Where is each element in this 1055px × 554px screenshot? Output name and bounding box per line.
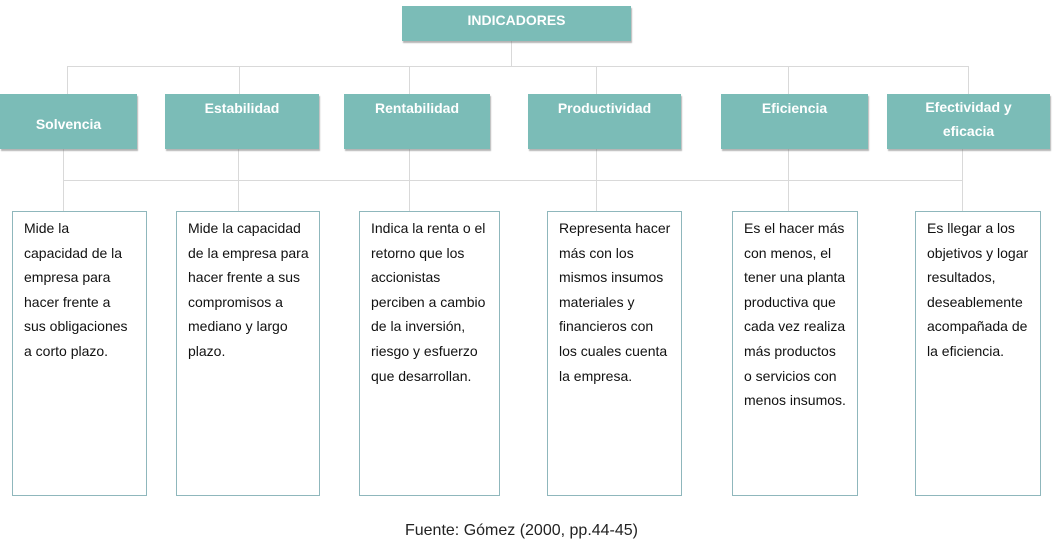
indicator-description-efectividad-eficacia — [915, 211, 1041, 496]
indicator-title: Rentabilidad — [374, 100, 459, 116]
connector-bottom-horizontal — [63, 180, 963, 181]
connector-bottom-productividad — [596, 149, 597, 212]
connector-top-solvencia — [67, 66, 68, 94]
indicator-header-efectividad-eficacia — [887, 94, 1050, 149]
connector-root-down — [511, 41, 512, 66]
root-node-indicadores: INDICADORES — [402, 6, 631, 41]
indicator-title: Estabilidad — [204, 100, 280, 116]
indicator-header-solvencia — [0, 94, 137, 149]
indicator-description-eficiencia — [732, 211, 858, 496]
indicator-title: Eficiencia — [761, 100, 828, 116]
indicator-description-solvencia — [12, 211, 147, 496]
source-caption: Fuente: Gómez (2000, pp.44-45) — [404, 522, 639, 539]
connector-bottom-estabilidad — [238, 149, 239, 212]
connector-top-eficiencia — [788, 66, 789, 94]
connector-top-rentabilidad — [409, 66, 410, 94]
connector-top-estabilidad — [239, 66, 240, 94]
connector-top-efectividad — [968, 66, 969, 94]
connector-bottom-eficiencia — [788, 149, 789, 212]
connector-top-horizontal — [67, 66, 969, 67]
description-text: Es llegar a los objetivos y logar resultados, deseablemente acompañada de la eficiencia. — [927, 220, 1029, 359]
indicator-title: Solvencia — [35, 116, 102, 132]
connector-bottom-efectividad — [962, 149, 963, 212]
description-text: Indica la renta o el retorno que los accionistas perciben a cambio de la inversión, riesgo y esfuerzo que desarrollan. — [371, 220, 486, 384]
indicator-header-estabilidad — [165, 94, 319, 149]
connector-top-productividad — [596, 66, 597, 94]
indicator-description-estabilidad — [176, 211, 320, 496]
indicator-header-productividad — [528, 94, 681, 149]
description-text: Representa hacer más con los mismos insumos materiales y financieros con los cuales cuenta la empresa. — [559, 220, 671, 384]
description-text: Mide la capacidad de la empresa para hacer frente a sus obligaciones a corto plazo. — [24, 220, 128, 359]
description-text: Mide la capacidad de la empresa para hacer frente a sus compromisos a mediano y largo plazo. — [188, 220, 309, 359]
connector-bottom-rentabilidad — [409, 149, 410, 212]
indicator-description-rentabilidad — [359, 211, 500, 496]
description-text: Es el hacer más con menos, el tener una planta productiva que cada vez realiza más productos o servicios con menos insumos. — [744, 220, 846, 409]
indicator-description-productividad — [547, 211, 682, 496]
indicator-header-rentabilidad — [344, 94, 490, 149]
indicator-header-eficiencia — [721, 94, 868, 149]
indicator-title: Efectividad y eficacia — [925, 99, 1012, 139]
indicator-title: Productividad — [557, 100, 652, 116]
connector-bottom-solvencia — [63, 149, 64, 212]
